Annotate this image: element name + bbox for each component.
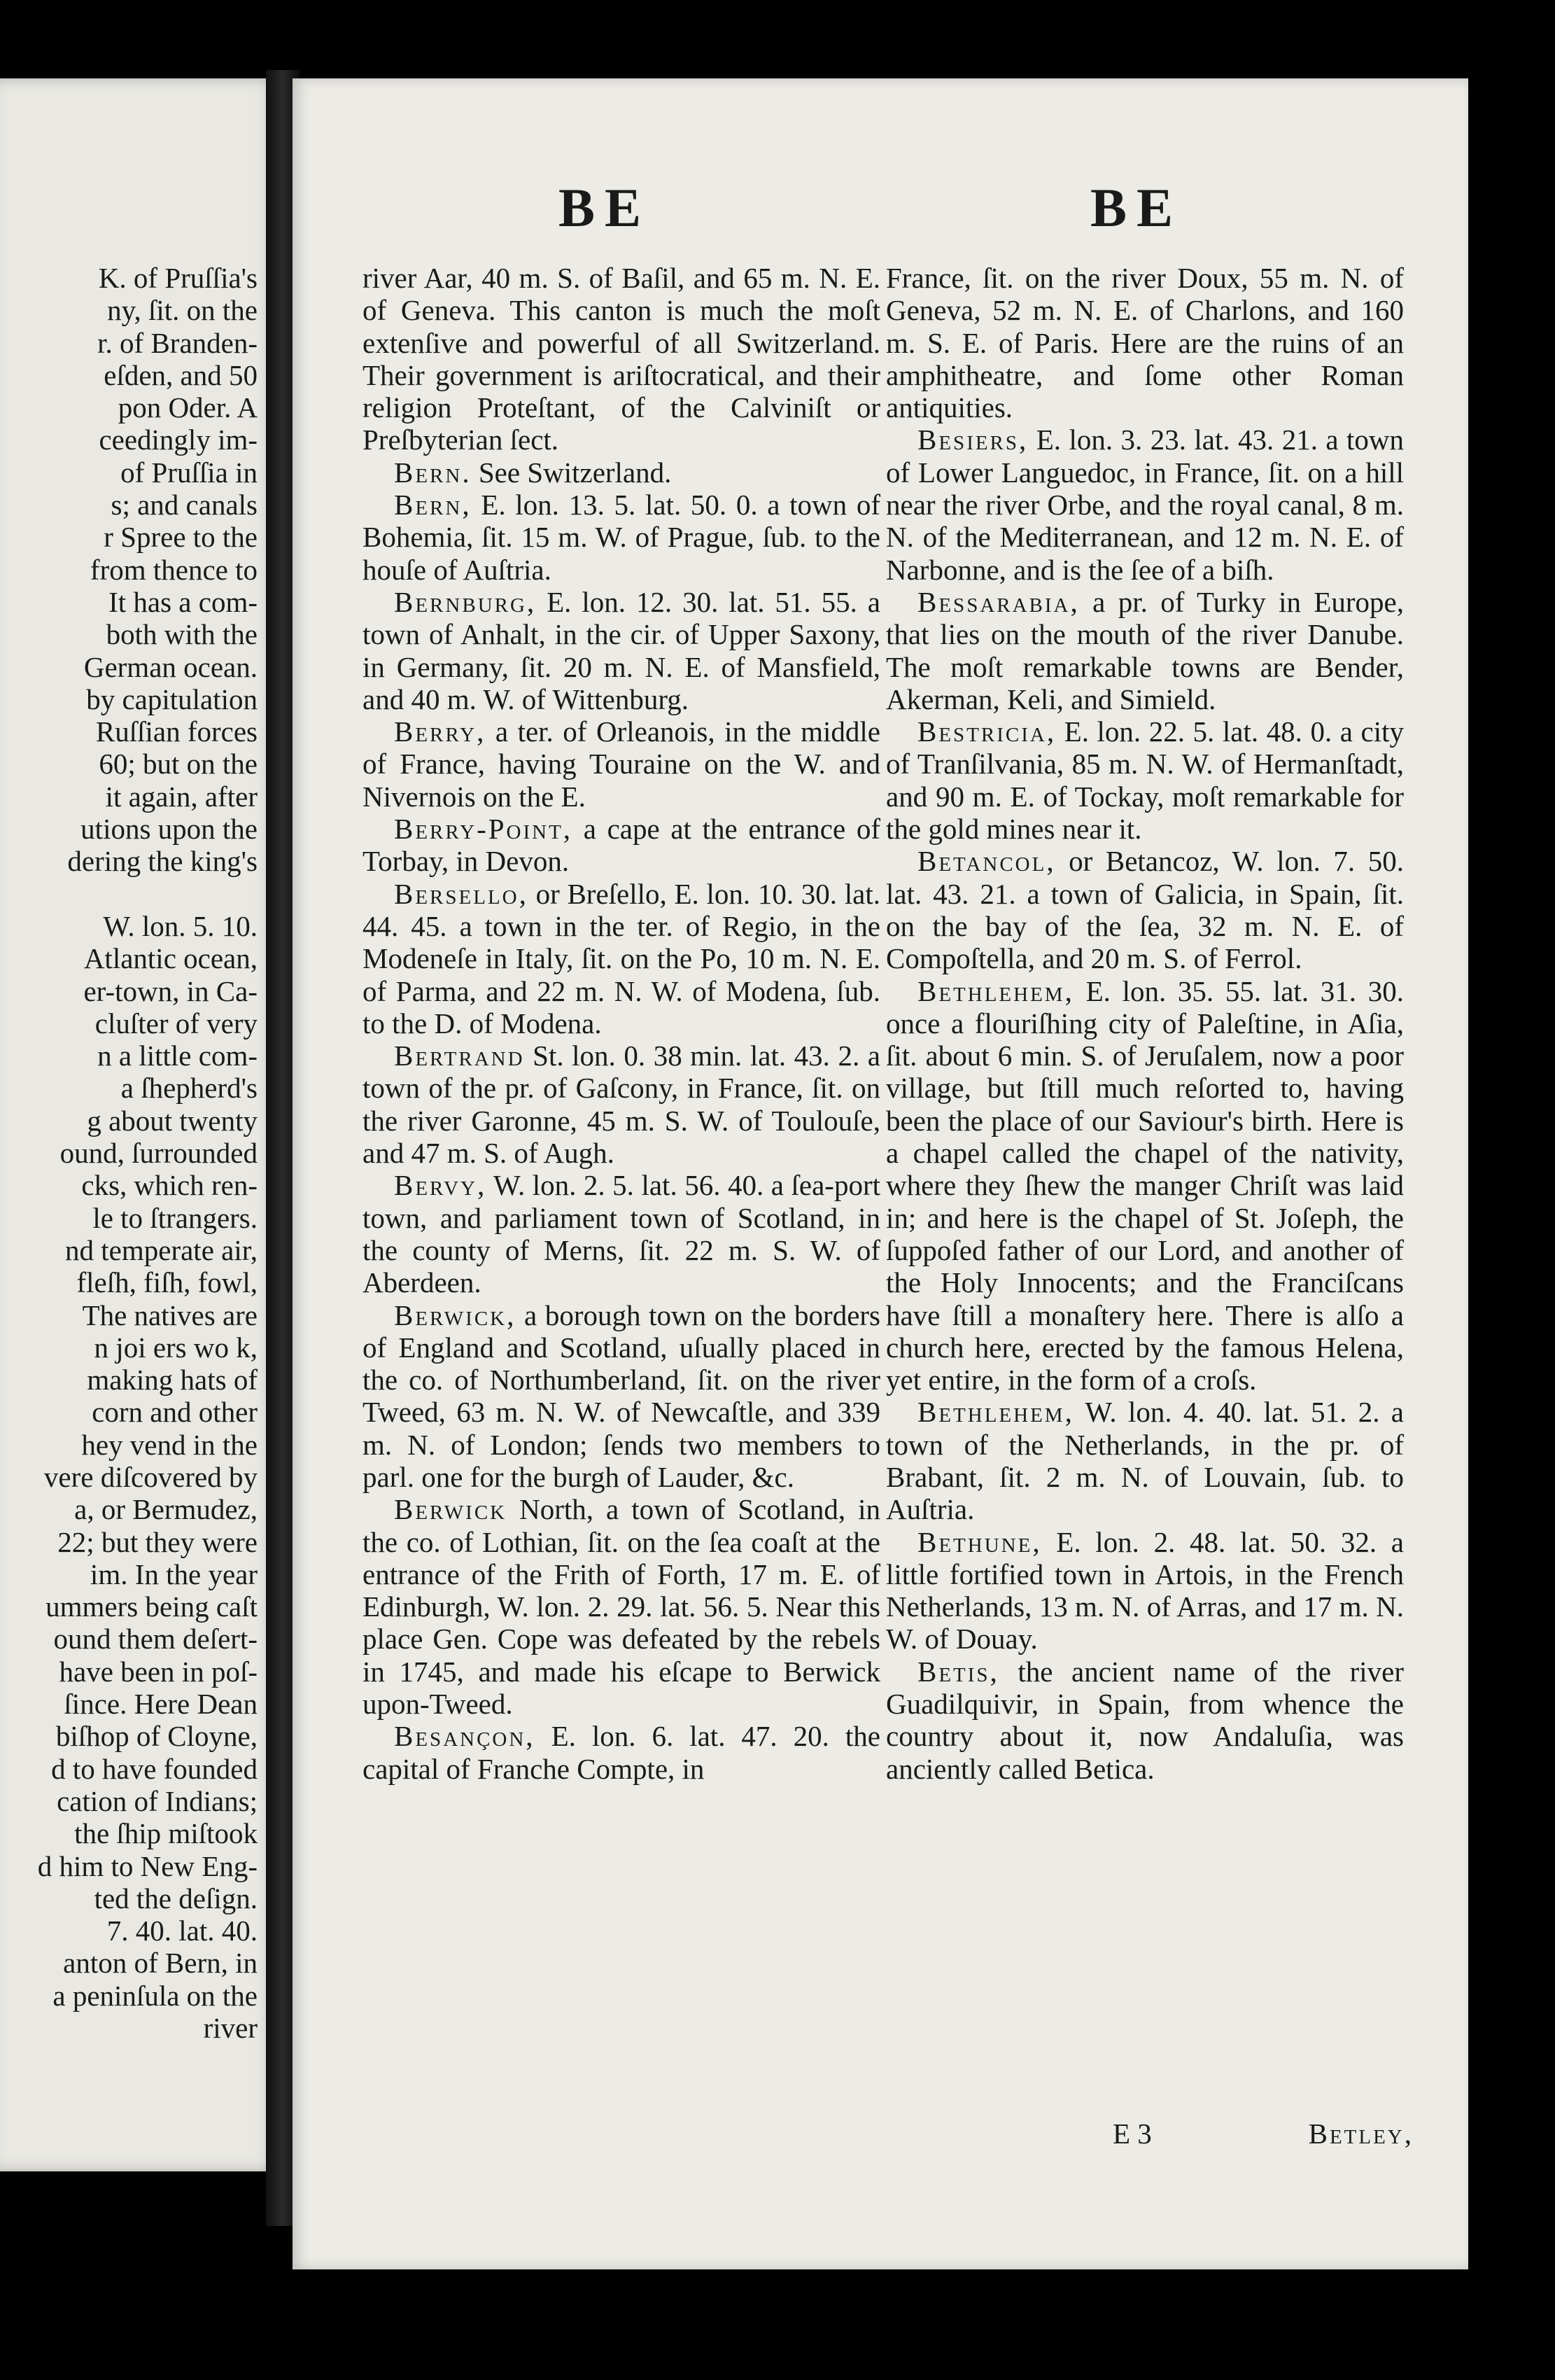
entry-text: E. lon. 22. 5. lat. 48. 0. a city of Tranſilvania, 85 m. N. W. of Hermanſtadt, and 90 m. E. of Tockay, moſt remarkable for the gold mines near it. bbox=[886, 715, 1405, 846]
entry-text: W. lon. 2. 5. lat. 56. 40. a ſea-port town, and parliament town of Scotland, in the county of Merns, ſit. 22 m. S. W. of Aberdeen. bbox=[363, 1169, 880, 1299]
entry-text: E. lon. 2. 48. lat. 50. 32. a little fortified town in Artois, in the French Netherlands, 13 m. N. of Arras, and 17 m. N. W. of Douay. bbox=[886, 1525, 1404, 1656]
entry-headword: Bethune, bbox=[917, 1525, 1042, 1558]
entry-headword: Berry-Point, bbox=[394, 813, 573, 846]
entry-text: E. lon. 35. 55. lat. 31. 30. once a flouriſhing city of Paleſtine, in Aſia, ſit. about 6 min. S. of Jeruſalem, now a poor village, but ſtill much reſorted to, having been the place of our Saviour's birth. Here is a chapel called the chapel of the nativity, where they ſhew the manger Chriſt was laid in; and here is the chapel of St. Joſeph, the ſuppoſed father of our Lord, and another of the Holy Innocents; and the Franciſcans have ſtill a monaſtery here. There is alſo a church here, erected by the famous Helena, yet entire, in the form of a croſs. bbox=[886, 974, 1405, 1396]
facing-page-line: ound them deſert- bbox=[53, 1623, 258, 1656]
gazetteer-entry bbox=[363, 1493, 880, 1720]
facing-page-line: 60; but on the bbox=[99, 748, 258, 780]
gazetteer-entry bbox=[886, 1656, 1404, 1785]
gazetteer-entry bbox=[363, 813, 880, 878]
entry-headword: Besançon, bbox=[394, 1720, 535, 1753]
entry-text: a borough town on the borders of England and Scotland, uſually placed in the co. of Northumberland, ſit. on the river Tweed, 63 m. N. W. of Newcaſtle, and 339 m. N. of London; ſends two members to parl. one for the burgh of Lauder, &c. bbox=[363, 1298, 880, 1493]
facing-page-line bbox=[0, 878, 258, 910]
facing-page-line: from thence to bbox=[90, 553, 258, 586]
facing-page-line: It has a com- bbox=[108, 585, 258, 618]
facing-page-line: W. lon. 5. 10. bbox=[103, 909, 258, 942]
entry-headword: Bernburg, bbox=[394, 585, 537, 618]
facing-page-line: nd temperate air, bbox=[65, 1233, 258, 1266]
facing-page-line: im. In the year bbox=[90, 1558, 258, 1590]
facing-page-line: le to ſtrangers. bbox=[92, 1201, 258, 1234]
facing-page-line: hey vend in the bbox=[81, 1428, 258, 1461]
entry-headword: Bervy, bbox=[394, 1169, 487, 1202]
entry-text: E. lon. 13. 5. lat. 50. 0. a town of Bohemia, ſit. 15 m. W. of Prague, ſub. to the houſe of Auſtria. bbox=[363, 489, 880, 586]
dictionary-page bbox=[293, 78, 1468, 2269]
gazetteer-entry bbox=[363, 715, 880, 813]
entry-headword: Bethlehem, bbox=[917, 1396, 1074, 1429]
gazetteer-entry bbox=[363, 489, 880, 586]
gazetteer-entry bbox=[886, 845, 1404, 974]
facing-page-fragment bbox=[0, 78, 279, 2171]
facing-page-line: by capitulation bbox=[86, 682, 258, 715]
facing-page-line: ound, ſurrounded bbox=[59, 1137, 258, 1170]
gazetteer-entry bbox=[363, 1040, 880, 1169]
page-footer bbox=[1113, 2117, 1414, 2150]
entry-text: St. lon. 0. 38 min. lat. 43. 2. a town of the pr. of Gaſcony, in France, ſit. on the river Garonne, 45 m. S. W. of Toulouſe, and 47 m. S. of Augh. bbox=[363, 1040, 881, 1170]
facing-page-line: a, or Bermudez, bbox=[74, 1493, 258, 1526]
facing-page-line: K. of Pruſſia's bbox=[98, 262, 258, 294]
entry-text: or Betancoz, W. lon. 7. 50. lat. 43. 21. a town of Galicia, in Spain, ſit. on the bay of the ſea, 32 m. N. E. of Compoſtella, and 20 m. S. of Ferrol. bbox=[886, 845, 1404, 975]
facing-page-line: n a little com- bbox=[97, 1040, 258, 1072]
facing-page-line: Atlantic ocean, bbox=[83, 942, 258, 975]
facing-page-line: utions upon the bbox=[80, 813, 258, 846]
entry-headword: Besiers, bbox=[917, 424, 1029, 456]
signature-mark: E 3 bbox=[1113, 2118, 1152, 2150]
text-column-left bbox=[363, 262, 880, 1785]
text-column-right bbox=[886, 262, 1404, 1785]
gazetteer-entry bbox=[363, 456, 880, 489]
entry-headword: Bersello, bbox=[394, 877, 528, 910]
entry-text: river Aar, 40 m. S. of Baſil, and 65 m. N. E. of Geneva. This canton is much the moſt extenſive and powerful of all Switzerland. Their government is ariſtocratical, and their religion Proteſtant, of the Calviniſt or Preſbyterian ſect. bbox=[363, 262, 880, 456]
entry-headword: Berry, bbox=[394, 715, 486, 748]
facing-page-line: pon Oder. A bbox=[118, 391, 258, 424]
facing-page-line: Ruſſian forces bbox=[95, 715, 258, 748]
entry-text: E. lon. 12. 30. lat. 51. 55. a town of Anhalt, in the cir. of Upper Saxony, in Germany, ſit. 20 m. N. E. of Mansfield, and 40 m. W. of Wittenburg. bbox=[363, 585, 880, 715]
entry-text: the ancient name of the river Guadilquivir, in Spain, from whence the country about it, now Andaluſia, was anciently called Betica. bbox=[886, 1655, 1405, 1785]
facing-page-line: have been in poſ- bbox=[59, 1655, 258, 1688]
facing-page-line: r. of Branden- bbox=[97, 326, 258, 359]
facing-page-line: corn and other bbox=[92, 1396, 258, 1429]
gazetteer-entry bbox=[363, 1169, 880, 1298]
gazetteer-entry bbox=[886, 262, 1404, 424]
running-header-right: BE bbox=[1090, 177, 1183, 238]
gazetteer-entry bbox=[886, 1396, 1404, 1525]
gazetteer-entry bbox=[363, 262, 880, 456]
facing-page-line: it again, after bbox=[105, 780, 258, 813]
entry-headword: Berwick, bbox=[394, 1298, 516, 1331]
facing-page-line: German ocean. bbox=[83, 650, 258, 683]
entry-text: See Switzerland. bbox=[478, 456, 672, 489]
facing-page-line: of Pruſſia in bbox=[120, 456, 258, 489]
facing-page-line: biſhop of Cloyne, bbox=[55, 1720, 258, 1753]
facing-page-line: eſden, and 50 bbox=[104, 358, 258, 391]
entry-text: a pr. of Turky in Europe, that lies on the mouth of the river Danube. The moſt remarkable towns are Bender, Akerman, Keli, and Simield. bbox=[886, 585, 1405, 715]
entry-text: France, ſit. on the river Doux, 55 m. N. of Geneva, 52 m. N. E. of Charlons, and 160 m. S. E. of Paris. Here are the ruins of an amphitheatre, and ſome other Roman antiquities. bbox=[886, 262, 1404, 424]
entry-headword: Bethlehem, bbox=[917, 974, 1074, 1007]
facing-page-line: cluſter of very bbox=[94, 1007, 258, 1040]
facing-page-line: dering the king's bbox=[67, 845, 258, 878]
gazetteer-entry bbox=[886, 424, 1404, 585]
facing-page-line: er-town, in Ca- bbox=[83, 974, 258, 1007]
entry-text: a ter. of Orleanois, in the middle of France, having Touraine on the W. and Nivernois on the E. bbox=[363, 715, 881, 813]
facing-page-line: The natives are bbox=[82, 1298, 258, 1331]
facing-page-line: g about twenty bbox=[87, 1104, 258, 1137]
facing-page-line: cation of Indians; bbox=[57, 1784, 258, 1817]
gazetteer-entry bbox=[363, 586, 880, 715]
facing-page-line: s; and canals bbox=[111, 489, 258, 522]
facing-page-line: n joi ers wo k, bbox=[94, 1331, 258, 1364]
facing-page-line: d to have founded bbox=[51, 1752, 258, 1785]
facing-page-line: the ſhip miſtook bbox=[74, 1817, 258, 1850]
facing-page-line: 7. 40. lat. 40. bbox=[106, 1914, 258, 1947]
facing-page-line: making hats of bbox=[87, 1364, 258, 1396]
facing-page-line: a peninſula on the bbox=[52, 1979, 258, 2012]
gazetteer-entry bbox=[886, 1526, 1404, 1656]
facing-page-line: ny, ſit. on the bbox=[107, 294, 258, 327]
entry-headword: Bestricia, bbox=[917, 715, 1057, 748]
facing-page-line: r Spree to the bbox=[104, 521, 258, 554]
entry-text: a cape at the entrance of Torbay, in Devon. bbox=[363, 813, 880, 878]
facing-page-line: anton of Bern, in bbox=[63, 1947, 258, 1980]
facing-page-line: d him to New Eng- bbox=[37, 1849, 258, 1882]
entry-headword: Bern, bbox=[394, 489, 472, 522]
gazetteer-entry bbox=[886, 586, 1404, 715]
facing-page-line: 22; but they were bbox=[57, 1525, 258, 1558]
entry-headword: Bertrand bbox=[394, 1040, 525, 1072]
gazetteer-entry bbox=[886, 975, 1404, 1396]
catchword: Betley, bbox=[1308, 2118, 1414, 2150]
entry-text: E. lon. 3. 23. lat. 43. 21. a town of Lower Languedoc, in France, ſit. on a hill near the river Orbe, and the royal canal, 8 m. N. of the Mediterranean, and 12 m. N. E. of Narbonne, and is the ſee of a biſh. bbox=[886, 424, 1405, 586]
facing-page-line: ſince. Here Dean bbox=[64, 1688, 258, 1721]
facing-page-line: ummers being caſt bbox=[45, 1590, 258, 1623]
facing-page-line: cks, which ren- bbox=[81, 1169, 258, 1202]
entry-headword: Betis, bbox=[917, 1655, 999, 1688]
facing-page-line: river bbox=[203, 2012, 258, 2045]
facing-page-line: ceedingly im- bbox=[99, 424, 258, 456]
facing-page-line: vere diſcovered by bbox=[43, 1460, 258, 1493]
facing-page-line: both with the bbox=[106, 618, 258, 651]
facing-page-text bbox=[0, 262, 258, 2044]
facing-page-line: ted the deſign. bbox=[94, 1882, 258, 1914]
entry-text: E. lon. 6. lat. 47. 20. the capital of Franche Compte, in bbox=[363, 1720, 880, 1785]
entry-text: W. lon. 4. 40. lat. 51. 2. a town of the Netherlands, in the pr. of Brabant, ſit. 2 m. N. of Louvain, ſub. to Auſtria. bbox=[886, 1396, 1404, 1526]
entry-headword: Betancol, bbox=[917, 845, 1056, 878]
facing-page-line: a ſhepherd's bbox=[120, 1072, 258, 1105]
facing-page-line: fleſh, fiſh, fowl, bbox=[76, 1266, 258, 1299]
gazetteer-entry bbox=[363, 1299, 880, 1494]
gazetteer-entry bbox=[363, 878, 880, 1040]
entry-headword: Bern. bbox=[394, 456, 472, 489]
entry-text: North, a town of Scotland, in the co. of Lothian, ſit. on the ſea coaſt at the entrance of the Frith of Forth, 17 m. E. of Edinburgh, W. lon. 2. 29. lat. 56. 5. Near this place Gen. Cope was defeated by the rebels in 1745, and made his eſcape to Berwick upon-Tweed. bbox=[363, 1493, 880, 1721]
entry-headword: Bessarabia, bbox=[917, 585, 1080, 618]
entry-headword: Berwick bbox=[394, 1493, 507, 1526]
entry-text: or Breſello, E. lon. 10. 30. lat. 44. 45. a town in the ter. of Regio, in the Modeneſe in Italy, ſit. on the Po, 10 m. N. E. of Parma, and 22 m. N. W. of Modena, ſub. to the D. of Modena. bbox=[363, 877, 881, 1040]
gazetteer-entry bbox=[363, 1720, 880, 1785]
running-header-left: BE bbox=[558, 177, 652, 238]
gazetteer-entry bbox=[886, 715, 1404, 845]
